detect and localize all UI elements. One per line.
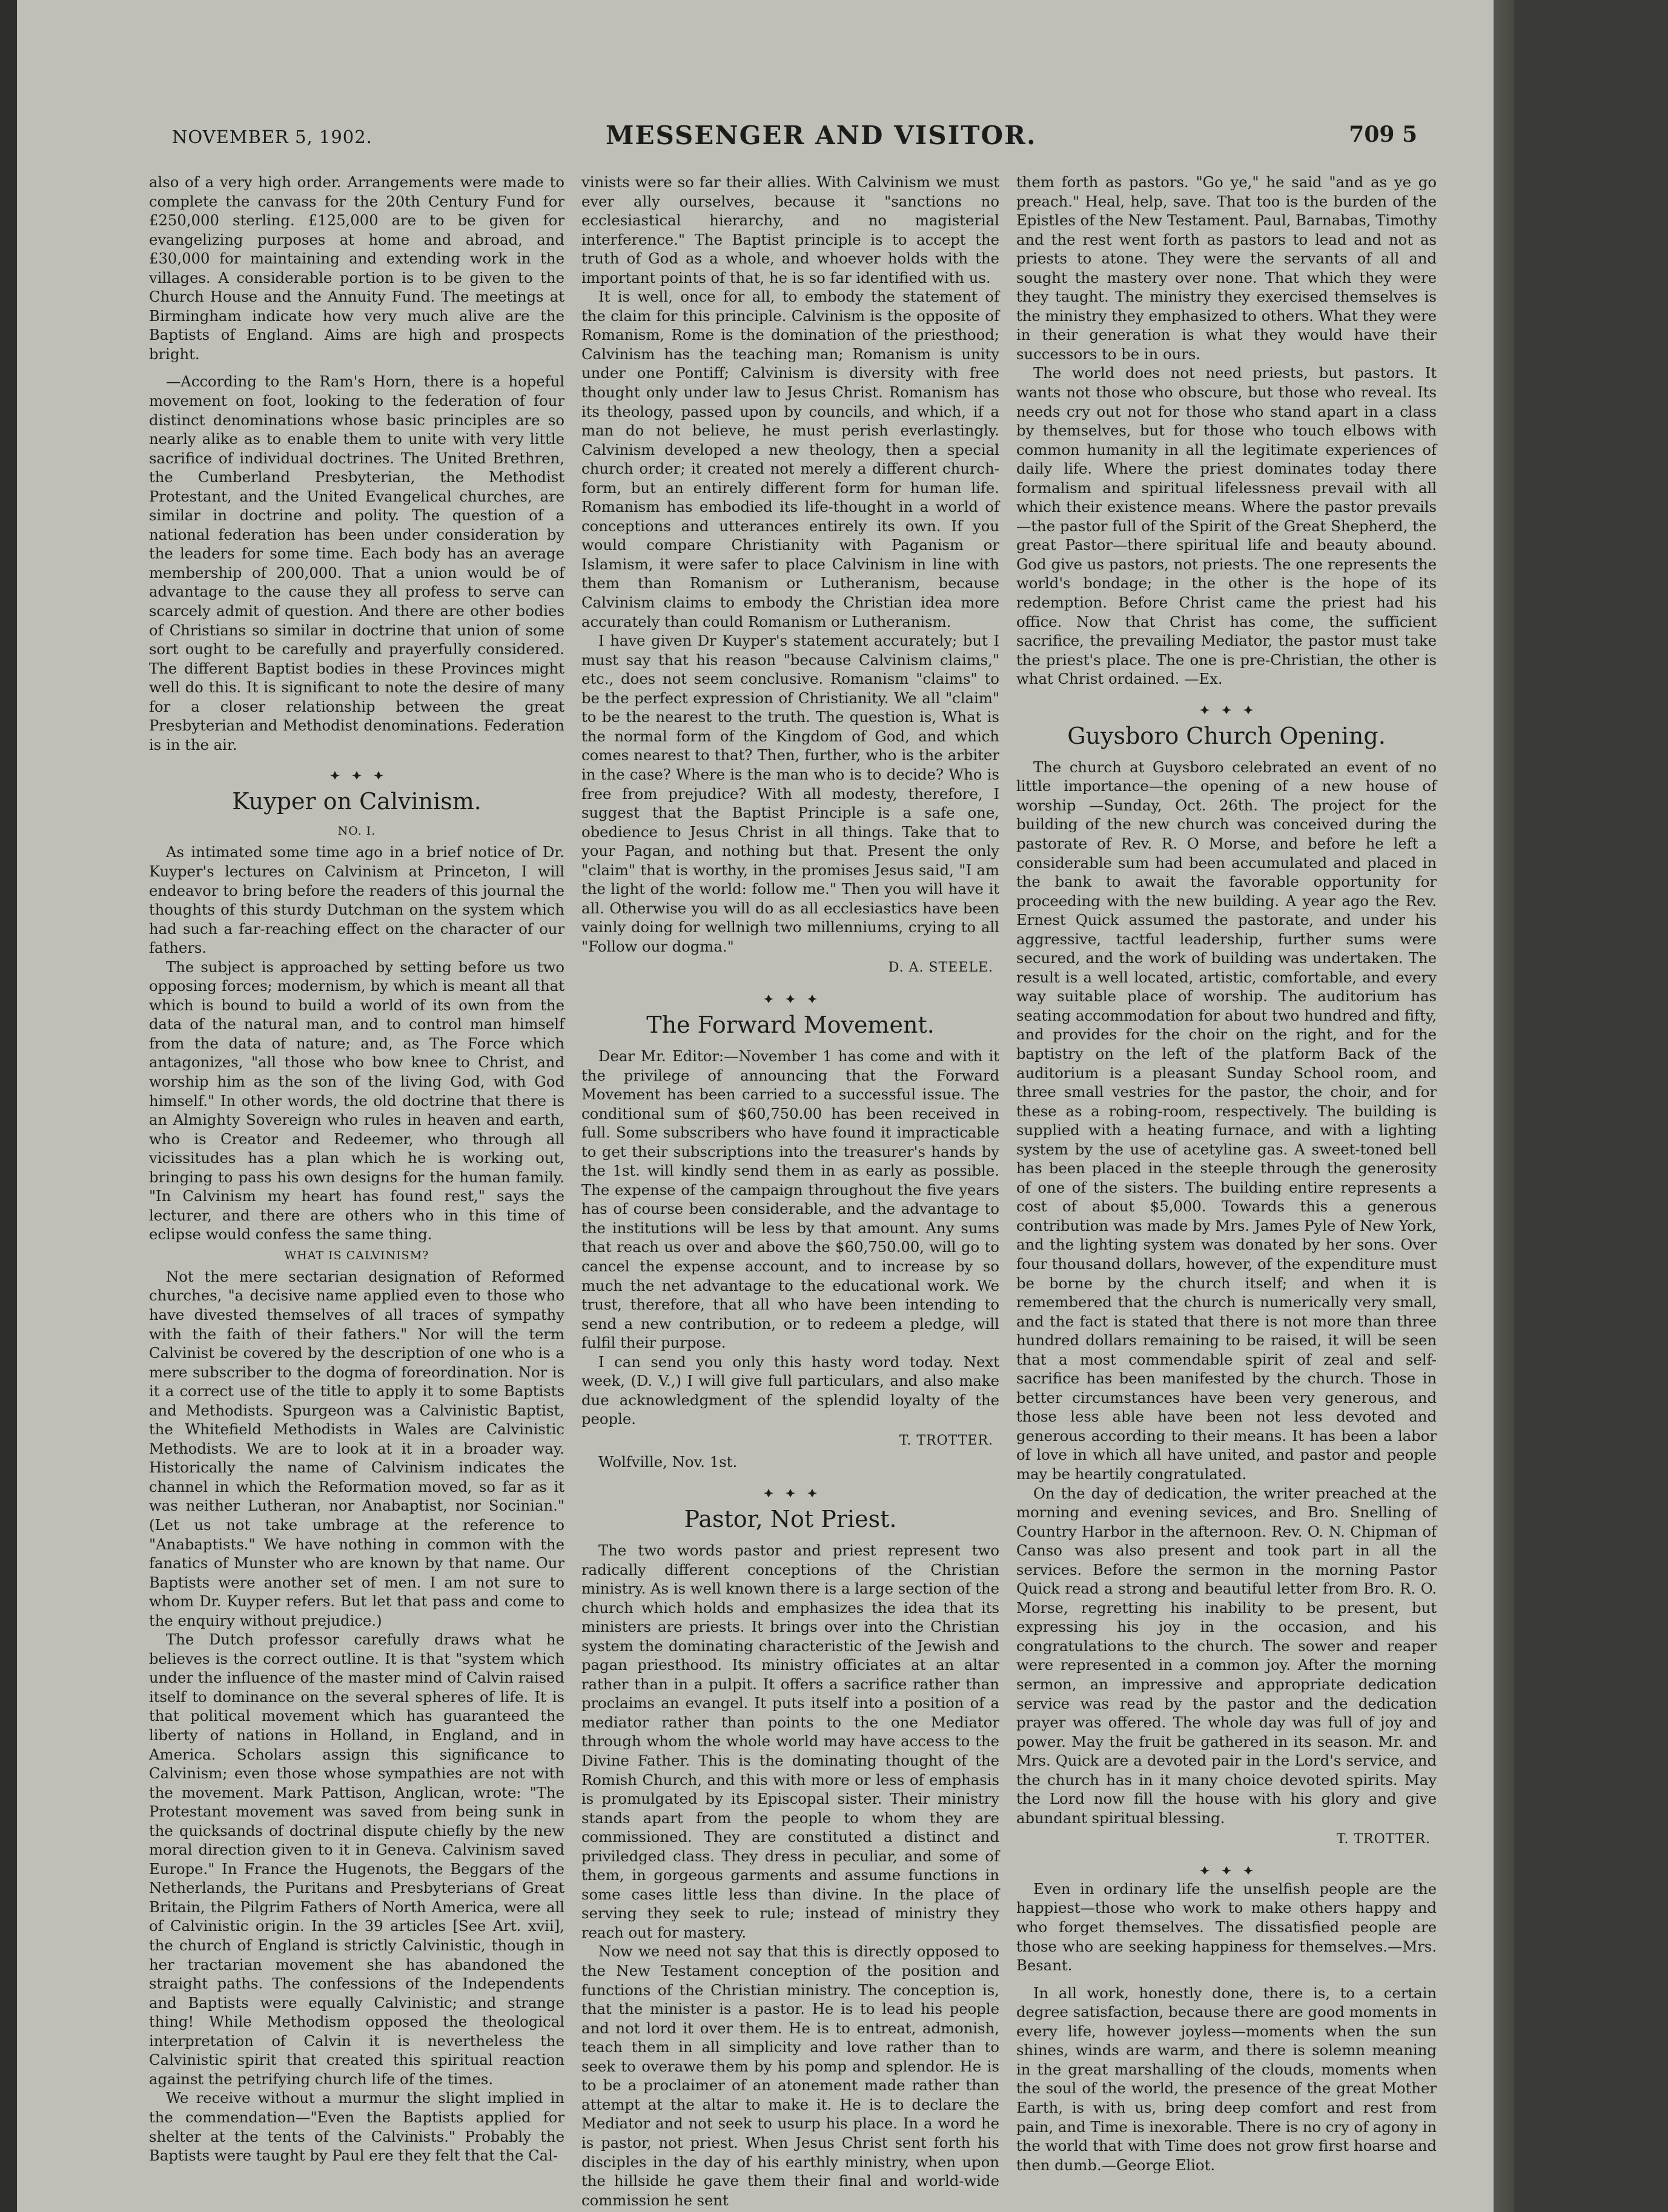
fleuron-ornament-icon	[1016, 698, 1437, 712]
paragraph: I can send you only this hasty word today. Next week, (D. V.,) I will give full particulars, and also make due acknowledgment of the splendid loyalty of the people.	[581, 1353, 999, 1428]
masthead	[164, 118, 1423, 161]
paragraph: also of a very high order. Arrangements were made to complete the canvass for the 20th Century Fund for £250,000 sterling. £125,000 are to be given for evangelizing purposes at home and abroad, and £30,000 for maintaining and extending work in the villages. A considerable portion is to be given to the Church House and the Annuity Fund. The meetings at Birmingham indicate how very much alive are the Baptists of England. Aims are high and prospects bright.	[149, 173, 564, 363]
fleuron-ornament-icon	[1016, 1859, 1437, 1872]
paragraph: The two words pastor and priest represent two radically different conceptions of the Christian ministry. As is well known there is a large section of the church which holds and emphasizes the idea that its ministers are priests. It brings over into the Christian system the dominating characteristic of the Jewish and pagan priesthood. Its ministry officiates at an altar rather than in a pulpit. It offers a sacrifice rather than proclaims an evangel. It puts itself into a position of a mediator rather than points to the one Mediator through whom the whole world may have access to the Divine Father. This is the dominating thought of the Romish Church, and this with more or less of emphasis is promulgated by its Episcopal sister. Their ministry stands apart from the people to whom they are commissioned. They are constituted a distinct and priviledged class. They dress in peculiar, and some of them, in gorgeous garments and assume functions in some cases little less than divine. In the place of serving they seek to rule; instead of ministry they reach out for mastery.	[581, 1541, 999, 1941]
paragraph: As intimated some time ago in a brief notice of Dr. Kuyper's lectures on Calvinism at Princeton, I will endeavor to bring before the readers of this journal the thoughts of this sturdy Dutchman on the system which had such a far-reaching effect on the character of our fathers.	[149, 843, 564, 957]
fleuron-ornament-icon	[581, 1482, 999, 1495]
fleuron-ornament-icon	[149, 764, 564, 777]
fleuron-icon	[329, 766, 340, 775]
paragraph: It is well, once for all, to embody the statement of the claim for this principle. Calvinism is the opposite of Romanism, Rome is the domination of the priesthood; Calvinism has the teaching man; Romanism is unity under one Pontiff; Calvinism is diversity with free thought only under law to Jesus Christ. Romanism has its theology, passed upon by councils, and which, if a man do not believe, he must perish everlastingly. Calvinism developed a new theology, then a special church order; it created not merely a different church-form, but an entirely different form for human life. Romanism has embodied its life-thought in a world of conceptions and utterances entirely its own. If you would compare Christianity with Paganism or Islamism, it were safer to place Calvinism in line with them than Romanism or Lutheranism, because Calvinism claims to embody the Christian idea more accurately than could Romanism or Lutheranism.	[581, 288, 999, 631]
issue-date: NOVEMBER 5, 1902.	[172, 127, 372, 147]
dateline: Wolfville, Nov. 1st.	[598, 1453, 738, 1471]
fleuron-icon	[1199, 1861, 1210, 1870]
paragraph: them forth as pastors. "Go ye," he said "and as ye go preach." Heal, help, save. That too is the burden of the Epistles of the New Testament. Paul, Barnabas, Timothy and the rest went forth as pastors to lead and not as priests to atone. They were the servants of all and sought the mastery over none. That which they were they taught. The ministry they exercised themselves is the ministry they emphasized to others. What they were in their generation is what they would have their successors to be in ours.	[1016, 173, 1437, 363]
paragraph: The Dutch professor carefully draws what he believes is the correct outline. It is that "system which under the influence of the master mind of Calvin raised itself to dominance on the several spheres of life. It is that political movement which has guaranteed the liberty of nations in Holland, in England, and in America. Scholars assign this significance to Calvinism; even those whose sympathies are not with the movement. Mark Pattison, Anglican, wrote: "The Protestant movement was saved from being sunk in the quicksands of doctrinal dispute chiefly by the new moral direction given to it in Geneva. Calvinism saved Europe." In France the Hugenots, the Beggars of the Netherlands, the Puritans and Presbyterians of Great Britain, the Pilgrim Fathers of North America, were all of Calvinistic origin. In the 39 articles [See Art. xvii], the church of England is strictly Calvinistic, though in her tractarian movement she has abandoned the straight paths. The confessions of the Independents and Baptists were equally Calvinistic; and strange thing! While Methodism opposed the theological interpretation of Calvin it is nevertheless the Calvinistic spirit that created this spiritual reaction against the petrifying church life of the times.	[149, 1631, 564, 2088]
paragraph: The church at Guysboro celebrated an event of no little importance—the opening of a new house of worship —Sunday, Oct. 26th. The project for the building of the new church was conceived during the pastorate of Rev. R. O Morse, and before he left a considerable sum had been accumulated and placed in the bank to await the favorable opportunity for proceeding with the new building. A year ago the Rev. Ernest Quick assumed the pastorate, and under his aggressive, tactful leadership, further sums were secured, and the work of building was undertaken. The result is a well located, artistic, comfortable, and every way suitable place of worship. The auditorium has seating accommodation for about two hundred and fifty, and provides for the choir on the right, and for the baptistry on the left of the platform Back of the auditorium is a pleasant Sunday School room, and three small vestries for the pastor, the choir, and for these as a robing-room, respectively. The building is supplied with a heating furnace, and with a lighting system by the use of acetyline gas. A sweet-toned bell has been placed in the steeple through the generosity of one of the sisters. The building entire represents a cost of about $5,000. Towards this a generous contribution was made by Mrs. James Pyle of New York, and the lighting system was donated by her sons. Over four thousand dollars, however, of the expenditure must be borne by the church itself; and when it is remembered that the church is numerically very small, and the fact is stated that there is not more than three hundred dollars remaining to be raised, it will be seen that a most commendable spirit of zeal and self-sacrifice has been manifested by the church. Those in better circumstances have been very generous, and those less able have been not less devoted and generous according to their means. It has been a labor of love in which all have united, and pastor and people may be heartily congratulated.	[1016, 758, 1437, 1483]
paragraph: The subject is approached by setting before us two opposing forces; modernism, by which is meant all that which is bound to build a world of its own from the data of the natural man, and to control man himself from the data of nature; and, as The Force which antagonizes, "all those who bow knee to Christ, and worship him as the son of the living God, with God himself." In other words, the old doctrine that there is an Almighty Sovereign who rules in heaven and earth, who is Creator and Redeemer, who through all vicissitudes has a plan which he is working out, bringing to pass his own designs for the human family. "In Calvinism my heart has found rest," says the lecturer, and there are others who in this time of eclipse would confess the same thing.	[149, 958, 564, 1243]
fleuron-icon	[1221, 700, 1232, 710]
fleuron-icon	[1243, 1861, 1254, 1870]
column-1	[149, 173, 564, 2165]
scan-border-right	[1494, 0, 1514, 2212]
fleuron-icon	[785, 1483, 796, 1493]
paragraph: We receive without a murmur the slight implied in the commendation—"Even the Baptists applied for shelter at the tents of the Calvinists." Probably the Baptists were taught by Paul ere they felt that the Cal-	[149, 2089, 564, 2165]
fleuron-ornament-icon	[581, 987, 999, 1001]
quotation: Even in ordinary life the unselfish people are the happiest—those who work to make others happy and who forget themselves. The dissatisfied people are those who are seeking happiness for themselves.—Mrs. Besant.	[1016, 1879, 1437, 1975]
paragraph: vinists were so far their allies. With Calvinism we must ever ally ourselves, because it "sanctions no ecclesiastical hierarchy, and no magisterial interference." The Baptist principle is to accept the truth of God as a whole, and whoever holds with the important points of that, he is so far identified with us.	[581, 173, 999, 286]
paragraph: On the day of dedication, the writer preached at the morning and evening sevices, and Bro. Snelling of Country Harbor in the afternoon. Rev. O. N. Chipman of Canso was also present and took part in all the services. Before the sermon in the morning Pastor Quick read a strong and beautiful letter from Bro. R. O. Morse, regretting his inability to be present, but expressing his joy in the occasion, and his congratulations to the church. The sower and reaper were represented in a common joy. After the morning sermon, an impressive and appropriate dedication service was read by the pastor and the dedication prayer was offered. The whole day was full of joy and power. May the fruit be gathered in its season. Mr. and Mrs. Quick are a devoted pair in the Lord's service, and the church has in it many choice devoted spirits. May the Lord now fill the house with his glory and give abundant spiritual blessing.	[1016, 1484, 1437, 1827]
signature: T. TROTTER.	[899, 1432, 993, 1448]
fleuron-icon	[785, 989, 796, 999]
paragraph: —According to the Ram's Horn, there is a hopeful movement on foot, looking to the federation of four distinct denominations whose basic principles are so nearly alike as to enable them to unite with very little sacrifice of individual doctrines. The United Brethren, the Cumberland Presbyterian, the Methodist Protestant, and the United Evangelical churches, are similar in doctrine and polity. The question of a national federation has been under consideration by the leaders for some time. Each body has an average membership of 200,000. That a union would be of advantage to the cause they all profess to serve can scarcely admit of question. And there are other bodies of Christians so similar in doctrine that union of some sort ought to be carefully and prayerfully considered. The different Baptist bodies in these Provinces might well do this. It is significant to note the desire of many for a closer relationship between the great Presbyterian and Methodist denominations. Federation is in the air.	[149, 373, 564, 753]
newspaper-title: MESSENGER AND VISITOR.	[606, 121, 1037, 150]
article-subheading: NO. I.	[337, 824, 376, 838]
column-3	[1016, 173, 1437, 2174]
fleuron-icon	[1199, 700, 1210, 710]
paragraph: The world does not need priests, but pastors. It wants not those who obscure, but those who reveal. Its needs cry out not for those who stand apart in a class by themselves, but for those who touch elbows with common humanity in all the legitimate experiences of daily life. Where the priest dominates today there formalism and spiritual lifelessness prevail with all which their existence means. Where the pastor prevails—the pastor full of the Spirit of the Great Shepherd, the great Pastor—there spiritual life and beauty abound. God give us pastors, not priests. The one represents the world's bondage; in the other is the hope of its redemption. Before Christ came the priest had his office. Now that Christ has come, the sufficient sacrifice, the prevailing Mediator, the pastor must take the priest's place. The one is pre-Christian, the other is what Christ ordained. —Ex.	[1016, 364, 1437, 688]
fleuron-icon	[1221, 1861, 1232, 1870]
signature: D. A. STEELE.	[888, 960, 993, 976]
fleuron-icon	[351, 766, 362, 775]
article-title: Kuyper on Calvinism.	[232, 788, 482, 815]
article-title: Guysboro Church Opening.	[1067, 722, 1386, 749]
paragraph: I have given Dr Kuyper's statement accurately; but I must say that his reason "because Calvinism claims," etc., does not seem conclusive. Romanism "claims" to be the perfect expression of Christianity. We all "claim" to be the nearest to the truth. The question is, What is the normal form of the Kingdom of God, and which comes nearest to that? Then, further, who is the arbiter in the case? Where is the man who is to decide? Who is free from prejudice? With all modesty, therefore, I suggest that the Baptist Principle is a safe one, obedience to Jesus Christ in all things. Take that to your Pagan, and nothing but that. Present the only "claim" that is worthy, in the promises Jesus said, "I am the light of the world: follow me." Then you will have it all. Otherwise you will do as all ecclesiastics have been vainly doing for wellnigh two millenniums, crying to all "Follow our dogma."	[581, 632, 999, 955]
fleuron-icon	[807, 1483, 818, 1493]
signature: T. TROTTER.	[1336, 1832, 1431, 1847]
paragraph: Now we need not say that this is directly opposed to the New Testament conception of the position and functions of the Christian ministry. The conception is, that the minister is a pastor. He is to lead his people and not lord it over them. He is to entreat, admonish, teach them in all simplicity and love rather than to seek to overawe them by his pomp and splendor. He is to be a proclaimer of an atonement made rather than attempt at the altar to make it. He is to declare the Mediator and not seek to usurp his place. In a word he is pastor, not priest. When Jesus Christ sent forth his disciples in the day of his earthly ministry, when upon the hillside he gave them their final and world-wide commission he sent	[581, 1942, 999, 2209]
column-2	[581, 173, 999, 2210]
scan-border-left	[0, 0, 17, 2212]
fleuron-icon	[1243, 700, 1254, 710]
article-title: The Forward Movement.	[646, 1011, 935, 1038]
fleuron-icon	[373, 766, 384, 775]
fleuron-icon	[763, 1483, 774, 1493]
page-number: 709 5	[1349, 122, 1417, 147]
quotation: In all work, honestly done, there is, to a certain degree satisfaction, because there are good moments in every life, however joyless—moments when the sun shines, winds are warm, and there is solemn meaning in the great marshalling of the clouds, moments when the soul of the world, the presence of the great Mother Earth, is with us, bring deep comfort and rest from pain, and Time is inexorable. There is no cry of agony in the world that with Time does not grow first hoarse and then dumb.—George Eliot.	[1016, 1984, 1437, 2174]
paragraph: Dear Mr. Editor:—November 1 has come and with it the privilege of announcing that the Forward Movement has been carried to a successful issue. The conditional sum of $60,750.00 has been received in full. Some subscribers who have found it impracticable to get their subscriptions into the treasurer's hands by the 1st. will kindly send them in as early as possible. The expense of the campaign throughout the five years has of course been considerable, and the advantage to the institutions will be less by that amount. Any sums that reach us over and above the $60,750.00, will go to cancel the expense account, and to increase by so much the net advantage to the educational work. We trust, therefore, that all who have been intending to send a new contribution, or to redeem a pledge, will fulfil their purpose.	[581, 1047, 999, 1352]
paragraph: Not the mere sectarian designation of Reformed churches, "a decisive name applied even to those who have divested themselves of all traces of sympathy with the faith of their fathers." Nor will the term Calvinist be covered by the description of one who is a mere subscriber to the dogma of foreordination. Nor is it a correct use of the title to apply it to some Baptists and Methodists. Spurgeon was a Calvinistic Baptist, the Whitefield Methodists in Wales are Calvinistic Methodists. We are to look at it in a broader way. Historically the name of Calvinism indicates the channel in which the Reformation moved, so far as it was neither Lutheran, nor Anabaptist, nor Socinian." (Let us not take umbrage at the reference to "Anabaptists." We have nothing in common with the fanatics of Munster who are known by that name. Our Baptists were another set of men. I am not sure to whom Dr. Kuyper refers. But let that pass and come to the enquiry without prejudice.)	[149, 1267, 564, 1629]
article-title: Pastor, Not Priest.	[684, 1506, 897, 1532]
section-heading: WHAT IS CALVINISM?	[284, 1248, 429, 1262]
fleuron-icon	[763, 989, 774, 999]
fleuron-icon	[807, 989, 818, 999]
